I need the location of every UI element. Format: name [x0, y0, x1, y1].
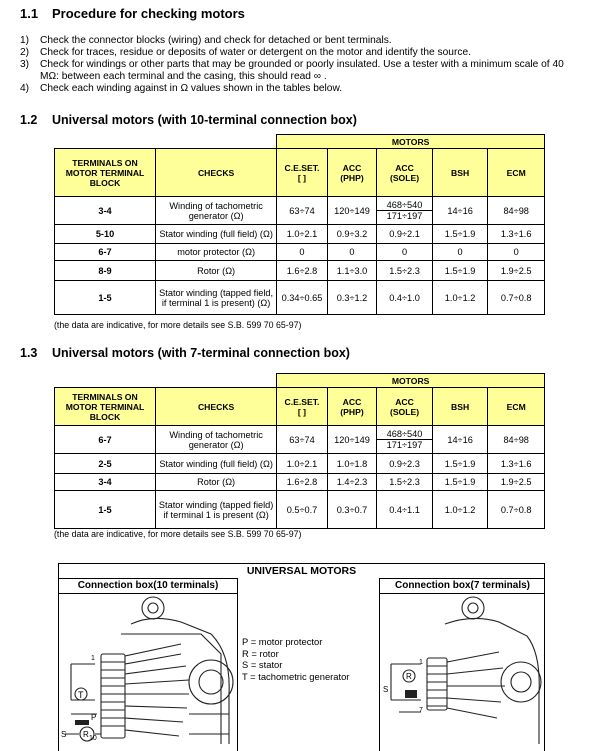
value-cell: 1.3÷1.6 [488, 454, 545, 474]
list-item [20, 59, 585, 83]
value-cell: 0.3÷1.2 [327, 281, 377, 315]
value-cell: 63÷74 [277, 426, 328, 454]
connection-box-7-label: Connection box(7 terminals) [379, 578, 545, 594]
terminal-cell: 3-4 [55, 474, 156, 491]
motor-10-terminal-drawing [61, 594, 235, 750]
section-heading-1-2 [20, 113, 357, 127]
value-cell: 0.9÷2.3 [377, 454, 433, 474]
value-cell: 0 [327, 244, 377, 261]
value-cell: 1.6÷2.8 [277, 474, 328, 491]
checks-header: CHECKS [156, 149, 277, 197]
section-title: Universal motors (with 7-terminal connection box) [52, 346, 350, 360]
p-label: P [91, 713, 97, 722]
value-cell: 1.0÷1.2 [432, 281, 488, 315]
value-cell: 0 [377, 244, 433, 261]
ecm-header: ECM [488, 149, 545, 197]
divider [379, 578, 380, 751]
value-cell-split [377, 426, 433, 454]
ecm-header: ECM [488, 388, 545, 426]
list-item-number: 1) [20, 35, 30, 46]
value-cell: 1.5÷1.9 [432, 225, 488, 244]
section-heading-1-1 [20, 6, 245, 21]
list-item-text: Check for traces, residue or deposits of water or detergent on the motor and identify the source. [40, 47, 471, 58]
terminal-cell: 1-5 [55, 281, 156, 315]
check-cell: Rotor (Ω) [156, 261, 277, 281]
value-cell: 1.5÷2.3 [377, 261, 433, 281]
checks-header: CHECKS [156, 388, 277, 426]
list-item [20, 35, 585, 47]
section-number: 1.3 [20, 346, 38, 360]
terminal-cell: 6-7 [55, 426, 156, 454]
value-cell: 1.4÷2.3 [327, 474, 377, 491]
table-row [55, 244, 545, 261]
table-row [55, 454, 545, 474]
terminal-cell: 3-4 [55, 197, 156, 225]
table-row [55, 281, 545, 315]
table-row [55, 197, 545, 225]
table-row [55, 491, 545, 529]
list-item-text: Check for windings or other parts that may be grounded or poorly insulated. Use a tester with a minimum scale of 40 MΩ: between each terminal and the casing, this should read ∞ . [40, 59, 564, 82]
motor-diagram [58, 563, 545, 751]
check-cell: Winding of tachometric generator (Ω) [156, 197, 277, 225]
value-cell: 120÷149 [327, 426, 377, 454]
list-item [20, 47, 585, 59]
terminal-cell: 6-7 [55, 244, 156, 261]
section-title: Procedure for checking motors [52, 6, 245, 21]
check-cell: motor protector (Ω) [156, 244, 277, 261]
value-cell: 171÷197 [386, 440, 423, 450]
terminal-block [101, 654, 125, 738]
value-cell: 0.5÷0.7 [277, 491, 328, 529]
bsh-header: BSH [432, 388, 488, 426]
value-cell: 0.34÷0.65 [277, 281, 328, 315]
check-cell: Winding of tachometric generator (Ω) [156, 426, 277, 454]
value-cell: 0.9÷2.1 [377, 225, 433, 244]
pulley [462, 597, 484, 619]
ceset-label: C.E.SET. [284, 396, 320, 407]
legend-item: T = tachometric generator [242, 670, 350, 682]
check-cell: Stator winding (full field) (Ω) [156, 454, 277, 474]
diagram-legend [242, 636, 349, 682]
table-row [55, 225, 545, 244]
php-label: (PHP) [340, 172, 364, 183]
value-cell: 0 [432, 244, 488, 261]
value-cell: 84÷98 [488, 197, 545, 225]
acc-label: ACC [395, 162, 414, 173]
value-cell: 84÷98 [488, 426, 545, 454]
acc-sole-header [377, 149, 433, 197]
list-item-number: 2) [20, 47, 30, 58]
terminal-10-label: 10 [89, 735, 97, 742]
terminal-7-label: 7 [419, 707, 423, 714]
motor-7-terminal-drawing [381, 594, 543, 750]
value-cell: 468÷540 [377, 429, 432, 440]
value-cell: 0.4÷1.0 [377, 281, 433, 315]
value-cell: 14÷16 [432, 426, 488, 454]
pulley [142, 597, 164, 619]
motors-header: MOTORS [277, 374, 545, 388]
acc-php-header [327, 149, 377, 197]
value-cell: 1.5÷1.9 [432, 454, 488, 474]
section-number: 1.1 [20, 6, 39, 21]
sole-label: (SOLE) [389, 172, 420, 183]
value-cell: 0.3÷0.7 [327, 491, 377, 529]
section-number: 1.2 [20, 113, 38, 127]
legend-item: R = rotor [242, 647, 279, 659]
terminal-cell: 2-5 [55, 454, 156, 474]
value-cell: 1.6÷2.8 [277, 261, 328, 281]
terminal-1-label: 1 [91, 655, 95, 662]
table-note: (the data are indicative, for more details see S.B. 599 70 65-97) [54, 529, 302, 539]
connection-box-10-label: Connection box(10 terminals) [59, 578, 238, 594]
divider [237, 578, 238, 751]
acc-label: ACC [342, 162, 362, 173]
terminals-header: TERMINALS ON MOTOR TERMINAL BLOCK [55, 149, 156, 197]
value-cell: 0.9÷3.2 [327, 225, 377, 244]
value-cell: 0.7÷0.8 [488, 491, 545, 529]
ceset-header [277, 149, 328, 197]
value-cell: 120÷149 [327, 197, 377, 225]
r-label: R [83, 730, 89, 739]
list-item-number: 3) [20, 59, 30, 70]
list-item-number: 4) [20, 83, 30, 94]
php-label: (PHP) [340, 406, 364, 417]
ceset-bracket: [ ] [297, 406, 307, 417]
value-cell: 1.3÷1.6 [488, 225, 545, 244]
value-cell: 1.0÷1.2 [432, 491, 488, 529]
terminal-cell: 8-9 [55, 261, 156, 281]
table-row [55, 261, 545, 281]
bsh-header: BSH [432, 149, 488, 197]
list-item-text: Check the connector blocks (wiring) and check for detached or bent terminals. [40, 35, 392, 46]
legend-item: S = stator [242, 659, 283, 670]
section-heading-1-3 [20, 346, 350, 360]
acc-label: ACC [342, 396, 362, 407]
value-cell: 171÷197 [386, 211, 423, 221]
value-cell: 0 [488, 244, 545, 261]
value-cell: 0.7÷0.8 [488, 281, 545, 315]
value-cell: 1.0÷1.8 [327, 454, 377, 474]
value-cell: 1.0÷2.1 [277, 225, 328, 244]
acc-sole-header [377, 388, 433, 426]
list-item-text: Check each winding against in Ω values shown in the tables below. [40, 83, 343, 94]
ceset-bracket: [ ] [297, 172, 307, 183]
value-cell: 1.5÷1.9 [432, 474, 488, 491]
value-cell: 1.9÷2.5 [488, 474, 545, 491]
value-cell: 63÷74 [277, 197, 328, 225]
procedure-list [20, 35, 585, 95]
s-label: S [383, 685, 389, 694]
value-cell: 0.4÷1.1 [377, 491, 433, 529]
terminal-cell: 1-5 [55, 491, 156, 529]
terminal-1-label: 1 [419, 659, 423, 666]
acc-label: ACC [395, 396, 414, 407]
diagram-title: UNIVERSAL MOTORS [246, 565, 357, 577]
list-item [20, 83, 585, 95]
acc-php-header [327, 388, 377, 426]
s-label: S [61, 730, 67, 739]
table-7-terminal [54, 373, 545, 529]
value-cell: 1.1÷3.0 [327, 261, 377, 281]
table-note: (the data are indicative, for more details see S.B. 599 70 65-97) [54, 320, 302, 330]
check-cell: Stator winding (tapped field) if terminal 1 is present (Ω) [156, 491, 277, 529]
value-cell: 14÷16 [432, 197, 488, 225]
sole-label: (SOLE) [389, 406, 420, 417]
ceset-label: C.E.SET. [284, 162, 320, 173]
value-cell-split [377, 197, 433, 225]
value-cell: 1.5÷1.9 [432, 261, 488, 281]
value-cell: 1.5÷2.3 [377, 474, 433, 491]
check-cell: Stator winding (full field) (Ω) [156, 225, 277, 244]
terminal-cell: 5-10 [55, 225, 156, 244]
terminals-header: TERMINALS ON MOTOR TERMINAL BLOCK [55, 388, 156, 426]
ceset-header [277, 388, 328, 426]
legend-item: P = motor protector [242, 636, 323, 647]
table-10-terminal [54, 134, 545, 315]
value-cell: 0 [277, 244, 328, 261]
value-cell: 1.9÷2.5 [488, 261, 545, 281]
check-cell: Stator winding (tapped field, if terminal 1 is present) (Ω) [156, 281, 277, 315]
table-row [55, 474, 545, 491]
check-cell: Rotor (Ω) [156, 474, 277, 491]
value-cell: 1.0÷2.1 [277, 454, 328, 474]
t-label: T [78, 690, 84, 700]
value-cell: 468÷540 [377, 200, 432, 211]
r-label: R [406, 672, 412, 681]
section-title: Universal motors (with 10-terminal connection box) [52, 113, 357, 127]
motors-header: MOTORS [277, 135, 545, 149]
table-row [55, 426, 545, 454]
